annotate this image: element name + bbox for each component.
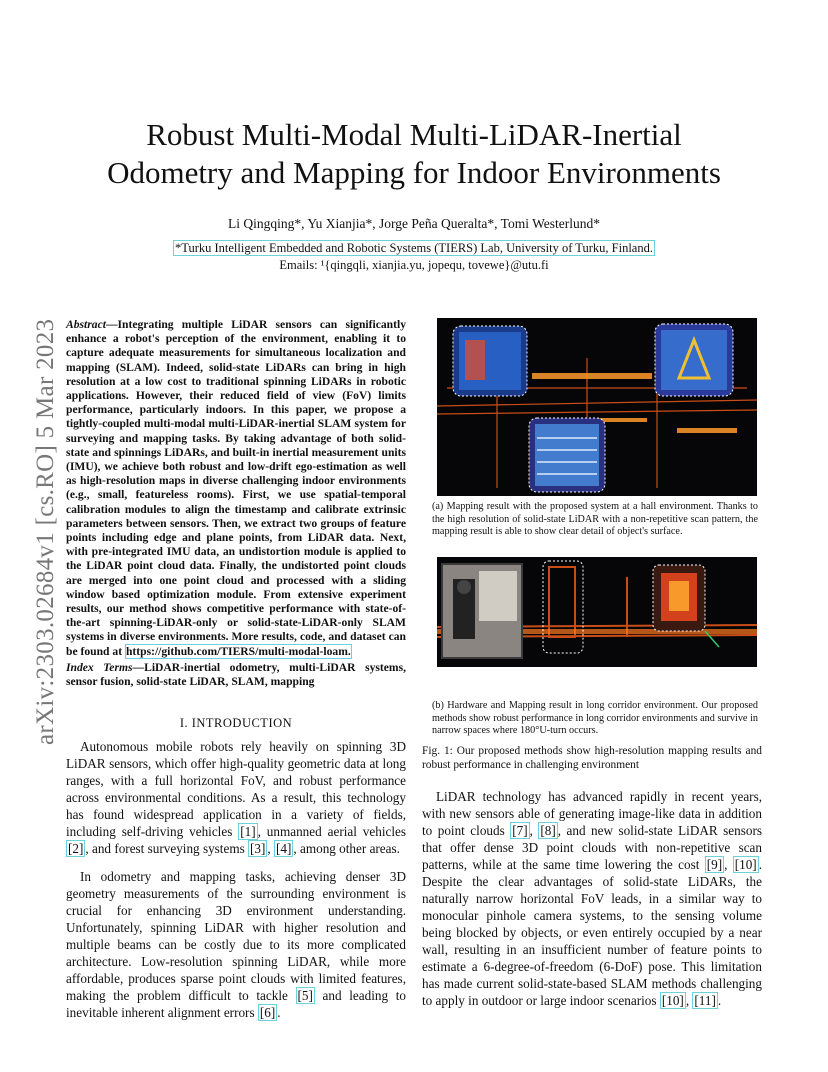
arxiv-identifier: arXiv:2303.02684v1 [cs.RO] 5 Mar 2023 (32, 318, 59, 745)
abstract-text: —Integrating multiple LiDAR sensors can significantly enhance a robot's perception of the environment, enabling it to capture adequate measurements for simultaneous localization and mapping (SLAM). Indeed, solid-state LiDARs can bring in high resolution at a low cost to traditional spinning LiDARs in robotic applications. However, their reduced field of view (FoV) limits performance, particularly indoors. In this paper, we propose a tightly-coupled multi-modal multi-LiDAR-inertial SLAM system for surveying and mapping tasks. By taking advantage of both solid-state and spinnings LiDARs, and built-in inertial measurement units (IMU), we achieve both robust and low-drift ego-estimation as well as high-resolution maps in diverse challenging indoor environments (e.g., small, featureless rooms). First, we use spatial-temporal calibration modules to align the timestamp and calibrate extrinsic parameters between sensors. Then, we extract two groups of feature points including edge and plane points, from LiDAR data. Next, with pre-integrated IMU data, an undistortion module is applied to the LiDAR point cloud data. Finally, the undistorted point clouds are merged into one point cloud and processed with a sliding window based optimization module. From extensive experiment results, our method shows competitive performance with state-of-the-art spinning-LiDAR-only or solid-state-LiDAR-only SLAM systems in diverse environments. More results, code, and dataset can be found at (66, 318, 406, 658)
index-terms-label: Index Terms (66, 661, 133, 674)
ref-link[interactable]: [8] (540, 823, 556, 838)
figure-1-caption: Fig. 1: Our proposed methods show high-resolution mapping results and robust performance in challenging environment (422, 745, 762, 771)
figure-1a-caption: (a) Mapping result with the proposed system at a hall environment. Thanks to the high resolution of solid-state LiDAR with a non-repetitive scan pattern, the mapping result is able to show clear detail of object's surface. (432, 501, 758, 537)
ref-link[interactable]: [6] (259, 1005, 276, 1020)
intro-paragraph-2: In odometry and mapping tasks, achieving denser 3D geometry measurements of the surrounding environment is crucial for enhancing 3D environment understanding. Unfortunately, spinning LiDAR with higher resolution and multiple beams can be costly due to its more complicated architecture. Low-resolution spinning LiDAR, while more affordable, produces sparse point clouds with limited features, making the problem difficult to tackle [5] and leading to inevitable inherent alignment errors [6] . (66, 869, 406, 1020)
index-terms (66, 661, 406, 689)
right-paragraph: LiDAR technology has advanced rapidly in recent years, with new sensors able of generating image-like data in addition to point clouds [7] , [8] , and new solid-state LiDAR sensors that offer dense 3D point clouds with non-repetitive scan patterns, while at the same time lowering the cost [9] , [10] . Despite the clear advantages of solid-state LiDARs, the naturally narrow horizontal FoV leads, in a similar way to monocular pinhole camera systems, to the sensing volume being blocked by objects, or even entirely occupied by a near wall, resulting in an insufficient number of feature points to estimate a 6-degree-of-freedom (6-DoF) pose. This limitation has made current solid-state-based SLAM methods challenging to apply in outdoor or large indoor scenarios [10] , [11] . (422, 789, 762, 1008)
title-line-1: Robust Multi-Modal Multi-LiDAR-Inertial (146, 117, 682, 152)
arxiv-sidebar (0, 0, 60, 1072)
ref-link[interactable]: [1] (240, 824, 256, 839)
affiliation-block (60, 240, 768, 274)
ref-link[interactable]: [10] (734, 857, 757, 872)
ref-link[interactable]: [9] (706, 857, 723, 872)
intro-paragraph-1: Autonomous mobile robots rely heavily on spinning 3D LiDAR sensors, which offer high-quality geometric data at long ranges, with a full horizontal FoV, and robust performance across environmental conditions. As a result, this technology has found widespread application in a variety of fields, including self-driving vehicles [1] , unmanned aerial vehicles [2] , and forest surveying systems [3] , [4] , among other areas. (66, 739, 406, 856)
abstract (66, 318, 406, 659)
authors: Li Qingqing*, Yu Xianjia*, Jorge Peña Queralta*, Tomi Westerlund* (227, 216, 601, 231)
paper-title (60, 116, 768, 192)
index-terms-text: —LiDAR-inertial odometry, multi-LiDAR systems, sensor fusion, solid-state LiDAR, SLAM, mapping (66, 661, 406, 689)
figure-1b-caption: (b) Hardware and Mapping result in long corridor environment. Our proposed methods show robust performance in long corridor environments and survive in narrow spaces where 180°U-turn occurs. (432, 700, 758, 736)
ref-link[interactable]: [2] (68, 841, 84, 856)
ref-link[interactable]: [5] (297, 988, 313, 1003)
figure-1a-hall-map (437, 318, 757, 496)
ref-link[interactable]: [10] (661, 993, 684, 1008)
ref-link[interactable]: [4] (276, 841, 292, 856)
abstract-label: Abstract (66, 318, 106, 331)
affiliation-link[interactable]: *Turku Intelligent Embedded and Robotic Systems (TIERS) Lab, University of Turku, Finland. (175, 241, 653, 255)
ref-link[interactable]: [7] (512, 823, 528, 838)
emails: Emails: ¹{qingqli, xianjia.yu, jopequ, tovewe}@utu.fi (279, 258, 549, 272)
title-line-2: Odometry and Mapping for Indoor Environments (107, 155, 721, 190)
ref-link[interactable]: [11] (694, 993, 716, 1008)
section-heading: I. INTRODUCTION (179, 716, 293, 730)
ref-link[interactable]: [3] (250, 841, 266, 856)
figure-1b-corridor-map (437, 557, 757, 667)
github-link[interactable]: https://github.com/TIERS/multi-modal-loam. (125, 644, 351, 658)
